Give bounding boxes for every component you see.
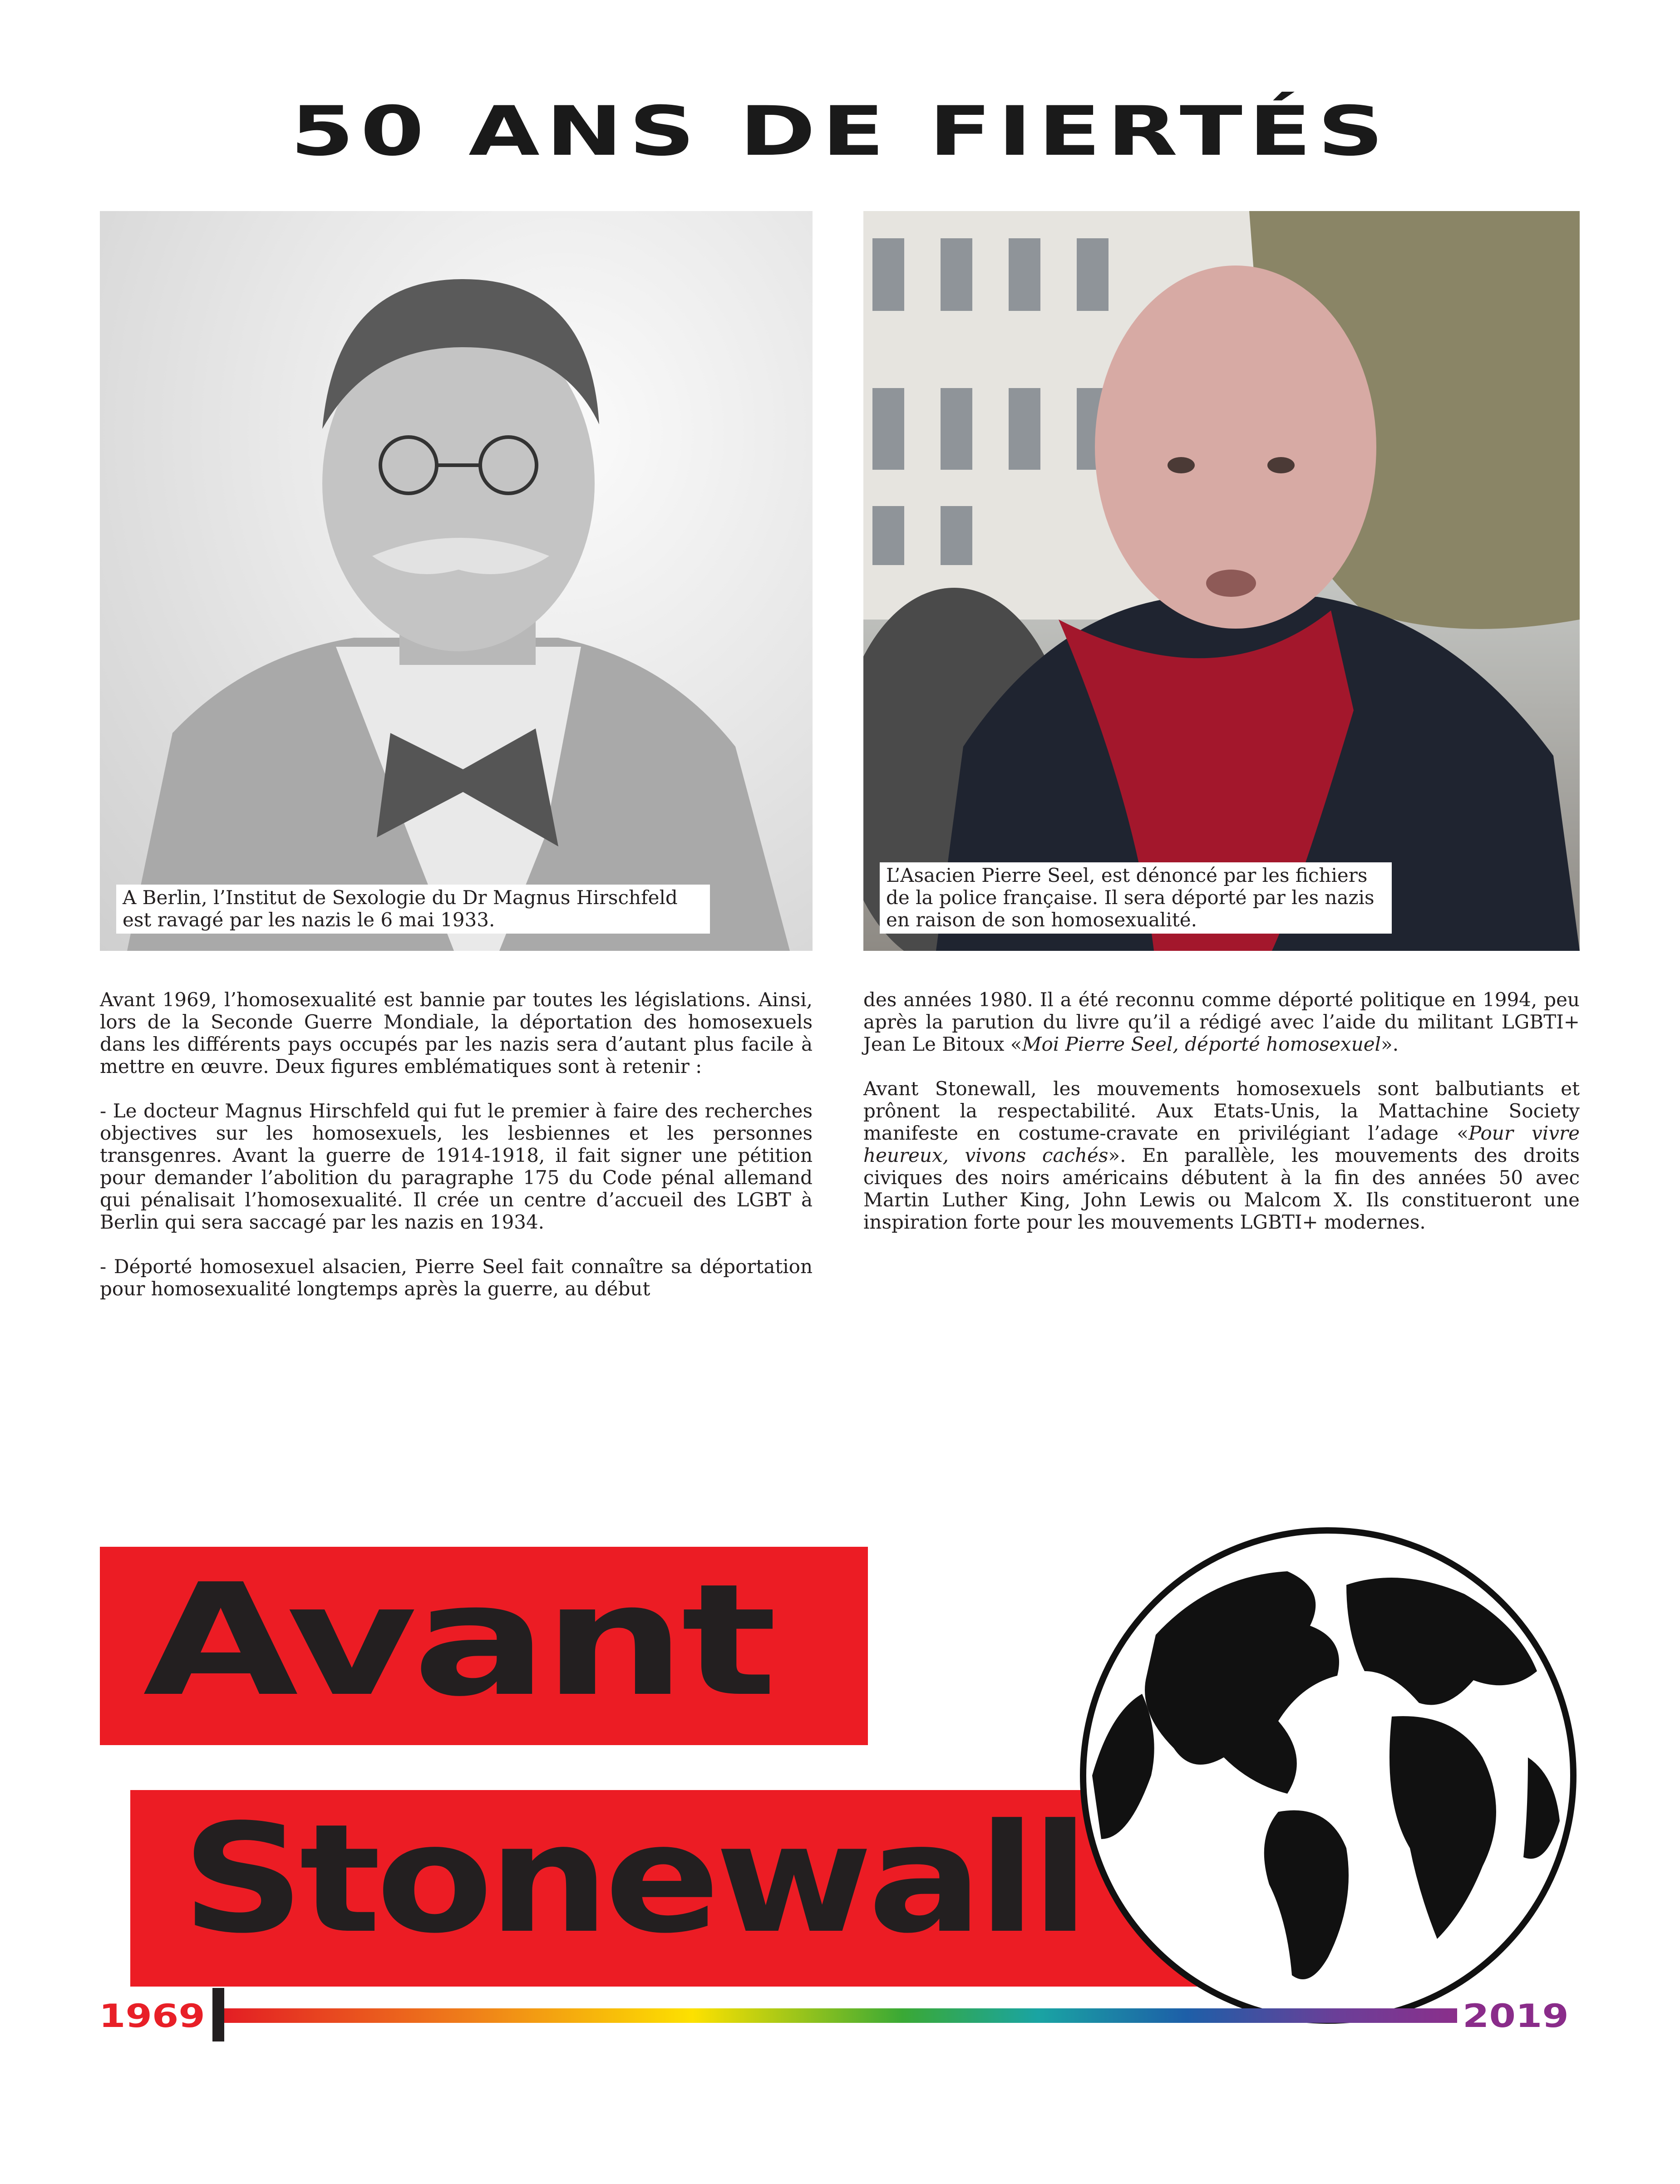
timeline-end-year: 2019 [1463,1997,1569,2035]
portrait-illustration [100,211,813,951]
quote: Pour vivre heureux, vivons cachés [863,1122,1580,1166]
book-title: Moi Pierre Seel, déporté homosexuel [1022,1033,1381,1055]
caption-line: A Berlin, l’Institut de Sexologie du Dr Magnus Hirschfeld [123,886,678,909]
photo-caption [116,885,710,934]
timeline-marker [212,1988,224,2041]
page-title: 50 ANS DE FIERTÉS [290,92,1390,171]
article-column-right [863,989,1580,1255]
paragraph [863,989,1580,1055]
text-span: ». [1381,1033,1399,1055]
caption-line: en raison de son homosexualité. [886,909,1197,931]
article-column-left [100,989,813,1322]
paragraph: - Le docteur Magnus Hirschfeld qui fut le premier à faire des recherches objectives sur les homosexuels, les lesbiennes et les personnes transgenres. Avant la guerre de 1914-1918, il fait signer une pétition pour demander l’abolition du paragraphe 175 du Code pénal allemand qui pénalisait l’homosexualité. Il crée un centre d’accueil des LGBT à Berlin qui sera saccagé par les nazis en 1934. [100,1100,813,1233]
rainbow-timeline-bar [224,2008,1457,2023]
globe-icon [1074,1521,1582,2030]
paragraph: Avant 1969, l’homosexualité est bannie par toutes les législations. Ainsi, lors de la Seconde Guerre Mondiale, la déportation des homosexuels dans les différents pays occupés par les nazis sera d’autant plus facile à mettre en œuvre. Deux figures emblématiques sont à retenir : [100,989,813,1077]
photo-magnus-hirschfeld [100,211,813,951]
portrait-illustration [863,211,1580,951]
timeline-start-year: 1969 [99,1997,205,2035]
paragraph [863,1077,1580,1233]
headline-stonewall: Stonewall [182,1792,1084,1966]
headline-avant: Avant [143,1551,773,1731]
caption-line: L’Asacien Pierre Seel, est dénoncé par les fichiers [886,864,1368,886]
photo-pierre-seel [863,211,1580,951]
caption-line: est ravagé par les nazis le 6 mai 1933. [123,909,495,931]
text-span: des années 1980. Il a été reconnu comme déporté politique en 1994, peu après la parution du livre qu’il a rédigé avec l’aide du militant LGBTI+ Jean Le Bitoux « [863,989,1580,1055]
photo-caption [880,862,1392,934]
paragraph: - Déporté homosexuel alsacien, Pierre Seel fait connaître sa déportation pour homosexualité longtemps après la guerre, au début [100,1255,813,1300]
caption-line: de la police française. Il sera déporté par les nazis [886,886,1375,909]
text-span: ». En parallèle, les mouvements des droits civiques des noirs américains débutent à la fin des années 50 avec Martin Luther King, John Lewis ou Malcom X. Ils constitueront une inspiration forte pour les mouvements LGBTI+ modernes. [863,1144,1580,1233]
text-span: Avant Stonewall, les mouvements homosexuels sont balbutiants et prônent la respectabilité. Aux Etats-Unis, la Mattachine Society manifeste en costume-cravate en privilégiant l’adage « [863,1077,1580,1144]
